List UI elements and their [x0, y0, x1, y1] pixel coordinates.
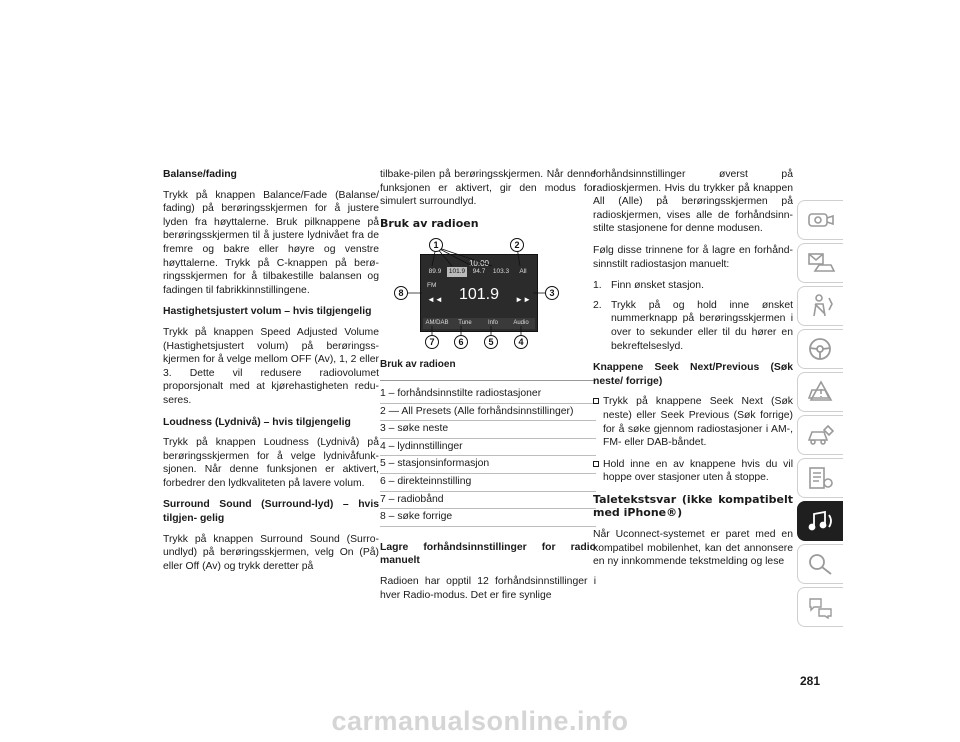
callout-6: 6 — [454, 335, 468, 349]
middle-column — [380, 168, 596, 610]
tab-steering-wheel[interactable] — [797, 329, 843, 369]
frequency-display: 101.9 — [458, 286, 500, 304]
car-envelope-icon — [807, 251, 835, 275]
right-column — [593, 168, 793, 577]
info-button: Info — [487, 320, 498, 327]
callout-1: 1 — [429, 238, 443, 252]
surround-heading: Surround Sound (Surround-lyd) – hvis tilgjen- gelig — [163, 499, 379, 525]
seek-item — [593, 458, 793, 485]
tune-button: Tune — [458, 320, 472, 327]
presets-continued-text: forhåndsinnstillinger øverst på radioskjermen. Hvis du trykker på knappen All (Alle) på berøringsskjermen på radioskjermen, vises alle de forhåndsinn- stilte stasjonene for denne modusen. — [593, 169, 793, 235]
step-text: Finn ønsket stasjon. — [611, 280, 704, 292]
legend-item: 2 — All Presets (Alle forhåndsinnstillinger) — [380, 404, 596, 422]
callout-5: 5 — [484, 335, 498, 349]
audio-button: Audio — [513, 320, 529, 327]
car-dashboard-icon — [807, 208, 835, 232]
step-item — [593, 299, 793, 353]
screen-time: 10:00 — [468, 259, 490, 269]
preset-button-selected: 101.9 — [448, 268, 466, 276]
radio-section-title: Bruk av radioen — [380, 216, 479, 230]
chapter-tabs — [797, 200, 843, 630]
balance-heading: Balanse/fading — [163, 169, 237, 180]
callout-8: 8 — [394, 286, 408, 300]
tab-car-warning[interactable] — [797, 372, 843, 412]
car-warning-icon — [807, 380, 835, 404]
specifications-list-icon — [807, 466, 835, 490]
seek-previous-icon: ◄◄ — [427, 295, 443, 305]
seatbelt-person-icon — [807, 294, 835, 318]
loudness-text: Trykk på knappen Loudness (Lydnivå) på berøringsskjermen for å velge lydnivåfunk- sjonen. Når denne funksjonen er aktivert, forbedrer den lydkvaliteten på lavere volum. — [163, 437, 379, 489]
tab-specifications[interactable] — [797, 458, 843, 498]
preset-button: 94.7 — [472, 268, 486, 276]
legend-item: 3 – søke neste — [380, 421, 596, 439]
tab-car-dashboard[interactable] — [797, 200, 843, 240]
loudness-heading: Loudness (Lydnivå) – hvis tilgjengelig — [163, 416, 351, 428]
seek-item — [593, 395, 793, 449]
preset-button: 89.9 — [428, 268, 442, 276]
tab-seatbelt-person[interactable] — [797, 286, 843, 326]
steering-wheel-icon — [807, 337, 835, 361]
surround-continued-text: tilbake-pilen på berøringsskjermen. Når denne funksjonen er aktivert, gir den modus for simulert surroundlyd. — [380, 169, 596, 208]
tab-car-envelope[interactable] — [797, 243, 843, 283]
steps-intro: Følg disse trinnene for å lagre en forhånd- sinnstilt radiostasjon manuelt: — [593, 244, 793, 270]
band-button: AM/DAB — [425, 320, 449, 327]
seek-item-text: Trykk på knappene Seek Next (Søk neste) eller Seek Previous (Søk forrige) for å søke gjennom radiostasjoner i AM-, FM- eller DAB-båndet. — [603, 396, 793, 449]
preset-button: 103.3 — [492, 268, 510, 276]
tab-languages[interactable] — [797, 587, 843, 627]
car-service-icon — [807, 423, 835, 447]
legend-item: 5 – stasjonsinformasjon — [380, 456, 596, 474]
step-number: 2. — [593, 299, 602, 311]
band-label: FM — [427, 282, 437, 290]
legend-item: 7 – radiobånd — [380, 492, 596, 510]
text-reply-title: Taletekstsvar (ikke kompatibelt med iPhone®) — [593, 492, 793, 520]
tab-multimedia[interactable] — [797, 501, 843, 541]
radio-figure — [380, 238, 596, 356]
legend-item: 1 – forhåndsinnstilte radiostasjoner — [380, 386, 596, 404]
all-presets-button: All — [519, 268, 527, 276]
watermark: carmanualsonline.info — [331, 706, 629, 736]
speed-volume-heading: Hastighetsjustert volum – hvis tilgjengelig — [163, 306, 372, 318]
multimedia-music-icon — [807, 509, 835, 533]
figure-legend — [380, 380, 596, 527]
step-item — [593, 279, 793, 293]
steps-list — [593, 279, 793, 353]
balance-text: Trykk på knappen Balance/Fade (Balanse/ fading) på berøringsskjermen for å justere lyden fra høyttalerne. Bruk pilknappene på berøringsskjermen til å justere lydnivået fra de fremre og bakre eller høyre og venstre høyttalerne. Trykk på C-knappen på berø- ringsskjermen for å tilbakestille balansen og fadingen til fabrikkinnstillingene. — [163, 189, 379, 296]
bullet-square-icon — [593, 461, 599, 467]
legend-item: 6 – direkteinnstilling — [380, 474, 596, 492]
seek-next-icon: ►► — [515, 295, 531, 305]
languages-icon — [807, 595, 835, 619]
presets-heading: Lagre forhåndsinnstillinger for radio manuelt — [380, 541, 596, 567]
legend-item: 8 – søke forrige — [380, 509, 596, 527]
legend-item: 4 – lydinnstillinger — [380, 439, 596, 457]
bullet-square-icon — [593, 398, 599, 404]
seek-item-text: Hold inne en av knappene hvis du vil hoppe over stasjoner uten å stoppe. — [603, 458, 793, 484]
callout-3: 3 — [545, 286, 559, 300]
callout-4: 4 — [514, 335, 528, 349]
step-number: 1. — [593, 280, 602, 292]
left-column — [163, 168, 379, 581]
page-number: 281 — [800, 674, 821, 688]
surround-text: Trykk på knappen Surround Sound (Surro- undlyd) på berøringsskjermen, velg On (På) eller Off (Av) og trykk deretter på — [163, 533, 379, 572]
speed-volume-text: Trykk på knappen Speed Adjusted Volume (Hastighetsjustert volum) på berøringss- kjermen for å velge mellom OFF (Av), 1, 2 eller 3. Dette vil redusere radiovolumet proporsjonalt med at kjørehastigheten redu- seres. — [163, 326, 379, 406]
callout-7: 7 — [425, 335, 439, 349]
seek-heading: Knappene Seek Next/Previous (Søk neste/ forrige) — [593, 362, 793, 387]
tab-car-service[interactable] — [797, 415, 843, 455]
figure-caption: Bruk av radioen — [380, 359, 456, 371]
presets-text: Radioen har opptil 12 forhåndsinnstillinger i hver Radio-modus. Det er fire synlige — [380, 575, 596, 601]
seek-list — [593, 395, 793, 485]
magnifier-index-icon — [807, 552, 835, 576]
text-reply-text: Når Uconnect-systemet er paret med en kompatibel mobilenhet, kan det annonsere en ny innkommende tekstmelding og lese — [593, 529, 793, 568]
callout-2: 2 — [510, 238, 524, 252]
step-text: Trykk på og hold inne ønsket nummerknapp på berøringsskjermen i over to sekunder eller til du hører en bekreftelseslyd. — [611, 299, 793, 352]
tab-index[interactable] — [797, 544, 843, 584]
